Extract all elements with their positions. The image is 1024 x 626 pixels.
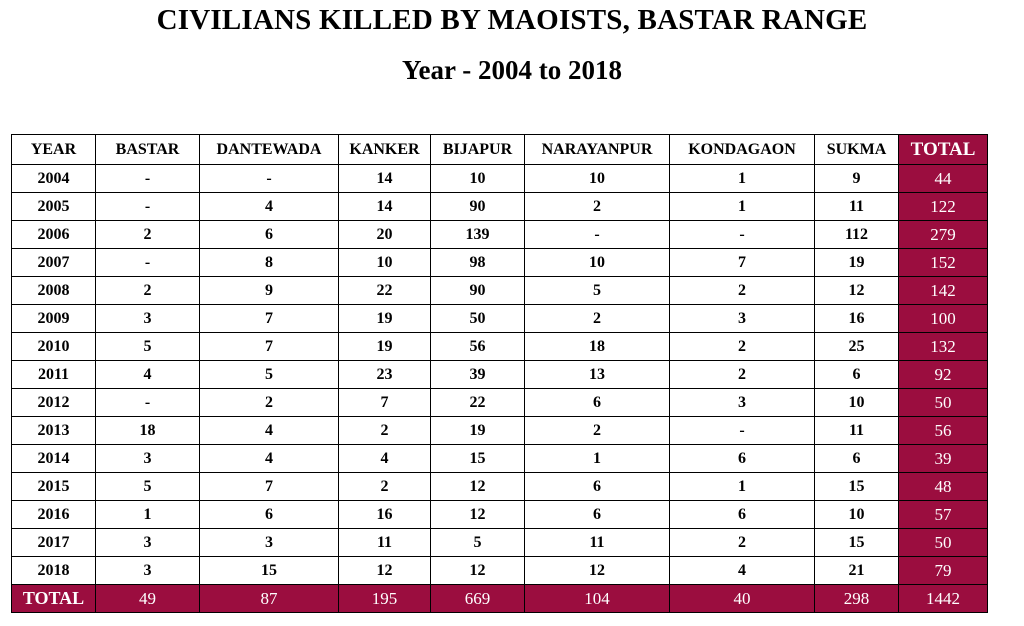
table-cell-dantewada: 7 — [200, 333, 339, 361]
column-header-bastar: BASTAR — [96, 135, 200, 165]
table-cell-bijapur: 50 — [431, 305, 525, 333]
table-cell-sukma: 11 — [815, 417, 899, 445]
table-cell-sukma: 25 — [815, 333, 899, 361]
table-cell-kondagaon: 7 — [670, 249, 815, 277]
total-cell-dantewada: 87 — [200, 585, 339, 613]
table-row — [12, 389, 988, 417]
table-row — [12, 193, 988, 221]
table-cell-dantewada: 2 — [200, 389, 339, 417]
table-cell-sukma: 15 — [815, 473, 899, 501]
table-cell-dantewada: 15 — [200, 557, 339, 585]
table-row — [12, 165, 988, 193]
table-cell-narayanpur: 2 — [525, 305, 670, 333]
table-cell-dantewada: 6 — [200, 221, 339, 249]
table-cell-sukma: 10 — [815, 501, 899, 529]
table-cell-total: 142 — [899, 277, 988, 305]
table-cell-kondagaon: 1 — [670, 193, 815, 221]
table-cell-total: 48 — [899, 473, 988, 501]
table-cell-bijapur: 90 — [431, 277, 525, 305]
total-cell-kanker: 195 — [339, 585, 431, 613]
table-cell-year: 2009 — [12, 305, 96, 333]
table-cell-dantewada: 9 — [200, 277, 339, 305]
table-header-row — [12, 135, 988, 165]
table-cell-total: 79 — [899, 557, 988, 585]
table-cell-total: 279 — [899, 221, 988, 249]
table-row — [12, 473, 988, 501]
table-cell-year: 2008 — [12, 277, 96, 305]
table-cell-kanker: 22 — [339, 277, 431, 305]
table-cell-kanker: 2 — [339, 417, 431, 445]
total-cell-sukma: 298 — [815, 585, 899, 613]
table-cell-sukma: 15 — [815, 529, 899, 557]
table-cell-narayanpur: 5 — [525, 277, 670, 305]
total-cell-total: 1442 — [899, 585, 988, 613]
table-cell-kanker: 7 — [339, 389, 431, 417]
table-cell-kondagaon: - — [670, 417, 815, 445]
total-cell-bijapur: 669 — [431, 585, 525, 613]
table-cell-kanker: 10 — [339, 249, 431, 277]
table-row — [12, 445, 988, 473]
table-cell-bastar: - — [96, 389, 200, 417]
table-cell-kanker: 11 — [339, 529, 431, 557]
table-cell-kanker: 12 — [339, 557, 431, 585]
table-cell-bijapur: 12 — [431, 557, 525, 585]
table-cell-bijapur: 22 — [431, 389, 525, 417]
table-cell-kondagaon: 4 — [670, 557, 815, 585]
table-cell-bastar: 5 — [96, 333, 200, 361]
table-cell-narayanpur: 6 — [525, 389, 670, 417]
table-cell-year: 2018 — [12, 557, 96, 585]
table-cell-bastar: 1 — [96, 501, 200, 529]
table-cell-kanker: 2 — [339, 473, 431, 501]
table-cell-kanker: 19 — [339, 305, 431, 333]
table-cell-year: 2013 — [12, 417, 96, 445]
table-row — [12, 249, 988, 277]
table-cell-narayanpur: 2 — [525, 417, 670, 445]
table-row — [12, 529, 988, 557]
table-cell-kondagaon: 3 — [670, 305, 815, 333]
table-cell-year: 2006 — [12, 221, 96, 249]
table-row — [12, 221, 988, 249]
column-header-bijapur: BIJAPUR — [431, 135, 525, 165]
table-cell-dantewada: - — [200, 165, 339, 193]
table-cell-sukma: 21 — [815, 557, 899, 585]
table-cell-bastar: - — [96, 193, 200, 221]
table-cell-bijapur: 12 — [431, 473, 525, 501]
table-cell-bastar: 2 — [96, 221, 200, 249]
table-cell-year: 2015 — [12, 473, 96, 501]
table-cell-kondagaon: 6 — [670, 445, 815, 473]
table-row — [12, 333, 988, 361]
table-cell-kanker: 4 — [339, 445, 431, 473]
table-cell-total: 152 — [899, 249, 988, 277]
table-total-row — [12, 585, 988, 613]
table-cell-narayanpur: 12 — [525, 557, 670, 585]
table-cell-year: 2007 — [12, 249, 96, 277]
table-cell-narayanpur: 13 — [525, 361, 670, 389]
table-cell-year: 2004 — [12, 165, 96, 193]
table-cell-narayanpur: 10 — [525, 165, 670, 193]
table-cell-kondagaon: 2 — [670, 333, 815, 361]
table-cell-dantewada: 7 — [200, 473, 339, 501]
table-cell-bastar: 3 — [96, 557, 200, 585]
table-cell-total: 132 — [899, 333, 988, 361]
table-cell-dantewada: 4 — [200, 445, 339, 473]
table-cell-total: 56 — [899, 417, 988, 445]
column-header-total: TOTAL — [899, 135, 988, 165]
table-cell-dantewada: 3 — [200, 529, 339, 557]
table-cell-total: 44 — [899, 165, 988, 193]
table-cell-kanker: 16 — [339, 501, 431, 529]
table-cell-year: 2005 — [12, 193, 96, 221]
table-row — [12, 417, 988, 445]
table-cell-total: 92 — [899, 361, 988, 389]
table-row — [12, 501, 988, 529]
page-subtitle: Year - 2004 to 2018 — [402, 55, 622, 85]
table-body — [12, 165, 988, 585]
table-row — [12, 277, 988, 305]
table-cell-year: 2010 — [12, 333, 96, 361]
table-cell-narayanpur: 6 — [525, 501, 670, 529]
table-cell-bijapur: 19 — [431, 417, 525, 445]
table-cell-bijapur: 98 — [431, 249, 525, 277]
table-cell-bastar: 18 — [96, 417, 200, 445]
table-cell-kondagaon: 1 — [670, 165, 815, 193]
table-cell-total: 50 — [899, 389, 988, 417]
table-cell-dantewada: 5 — [200, 361, 339, 389]
table-cell-bijapur: 10 — [431, 165, 525, 193]
table-cell-bijapur: 90 — [431, 193, 525, 221]
table-cell-bijapur: 56 — [431, 333, 525, 361]
table-cell-kondagaon: 2 — [670, 529, 815, 557]
table-cell-bastar: 5 — [96, 473, 200, 501]
total-label: TOTAL — [12, 585, 96, 613]
table-cell-year: 2014 — [12, 445, 96, 473]
page-title: CIVILIANS KILLED BY MAOISTS, BASTAR RANGE — [156, 4, 868, 36]
table-cell-narayanpur: - — [525, 221, 670, 249]
civilians-killed-table — [11, 134, 988, 613]
table-cell-narayanpur: 1 — [525, 445, 670, 473]
table-cell-kondagaon: - — [670, 221, 815, 249]
table-cell-total: 39 — [899, 445, 988, 473]
table-cell-narayanpur: 2 — [525, 193, 670, 221]
total-cell-narayanpur: 104 — [525, 585, 670, 613]
total-cell-bastar: 49 — [96, 585, 200, 613]
table-cell-sukma: 9 — [815, 165, 899, 193]
table-cell-sukma: 19 — [815, 249, 899, 277]
table-cell-kanker: 14 — [339, 193, 431, 221]
table-cell-kondagaon: 1 — [670, 473, 815, 501]
table-cell-narayanpur: 18 — [525, 333, 670, 361]
table-cell-kanker: 23 — [339, 361, 431, 389]
table-cell-kondagaon: 2 — [670, 277, 815, 305]
table-cell-bijapur: 12 — [431, 501, 525, 529]
table-cell-bastar: 3 — [96, 445, 200, 473]
table-cell-kondagaon: 6 — [670, 501, 815, 529]
table-cell-narayanpur: 10 — [525, 249, 670, 277]
table-cell-year: 2016 — [12, 501, 96, 529]
column-header-year: YEAR — [12, 135, 96, 165]
table-cell-bastar: - — [96, 165, 200, 193]
table-cell-kanker: 19 — [339, 333, 431, 361]
table-cell-bastar: 2 — [96, 277, 200, 305]
table-cell-bijapur: 139 — [431, 221, 525, 249]
table-cell-bastar: 3 — [96, 529, 200, 557]
table-cell-kanker: 20 — [339, 221, 431, 249]
table-cell-kanker: 14 — [339, 165, 431, 193]
column-header-kanker: KANKER — [339, 135, 431, 165]
table-cell-bastar: 4 — [96, 361, 200, 389]
column-header-narayanpur: NARAYANPUR — [525, 135, 670, 165]
table-cell-bijapur: 39 — [431, 361, 525, 389]
table-cell-sukma: 12 — [815, 277, 899, 305]
table-cell-total: 50 — [899, 529, 988, 557]
table-row — [12, 557, 988, 585]
table-cell-sukma: 10 — [815, 389, 899, 417]
table-cell-narayanpur: 11 — [525, 529, 670, 557]
table-cell-dantewada: 8 — [200, 249, 339, 277]
total-cell-kondagaon: 40 — [670, 585, 815, 613]
table-cell-year: 2012 — [12, 389, 96, 417]
column-header-sukma: SUKMA — [815, 135, 899, 165]
table-cell-sukma: 112 — [815, 221, 899, 249]
column-header-dantewada: DANTEWADA — [200, 135, 339, 165]
table-cell-narayanpur: 6 — [525, 473, 670, 501]
table-cell-bastar: - — [96, 249, 200, 277]
table-cell-total: 122 — [899, 193, 988, 221]
table-cell-dantewada: 7 — [200, 305, 339, 333]
table-cell-year: 2017 — [12, 529, 96, 557]
table-cell-sukma: 16 — [815, 305, 899, 333]
table-cell-dantewada: 4 — [200, 417, 339, 445]
table-cell-bijapur: 15 — [431, 445, 525, 473]
table-cell-kondagaon: 2 — [670, 361, 815, 389]
table-row — [12, 305, 988, 333]
table-cell-year: 2011 — [12, 361, 96, 389]
table-cell-bijapur: 5 — [431, 529, 525, 557]
table-row — [12, 361, 988, 389]
table-cell-total: 100 — [899, 305, 988, 333]
table-cell-total: 57 — [899, 501, 988, 529]
table-cell-bastar: 3 — [96, 305, 200, 333]
table-cell-sukma: 11 — [815, 193, 899, 221]
table-cell-sukma: 6 — [815, 445, 899, 473]
table-cell-dantewada: 6 — [200, 501, 339, 529]
table-cell-dantewada: 4 — [200, 193, 339, 221]
column-header-kondagaon: KONDAGAON — [670, 135, 815, 165]
table-cell-sukma: 6 — [815, 361, 899, 389]
table-cell-kondagaon: 3 — [670, 389, 815, 417]
